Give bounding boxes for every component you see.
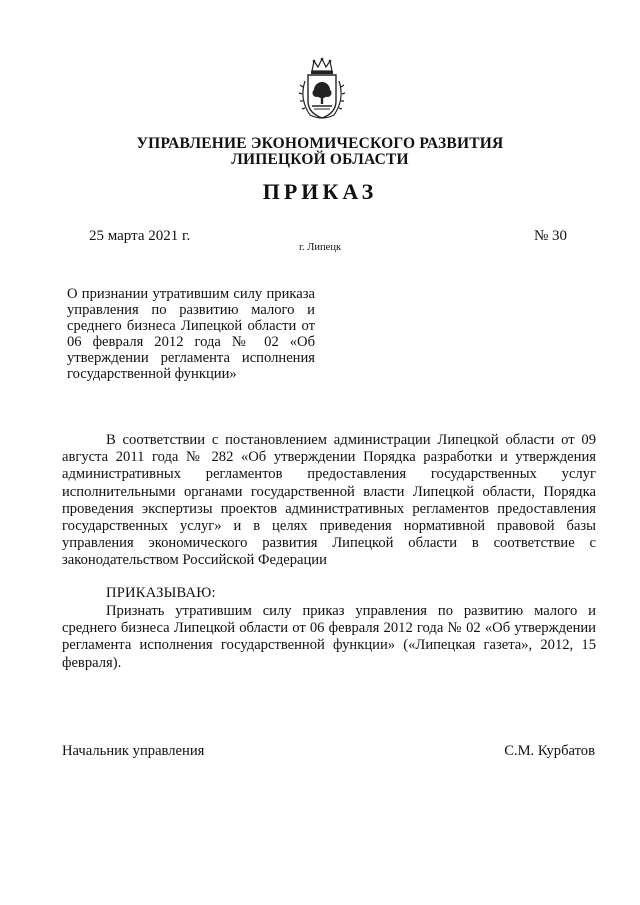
signer-name: С.М. Курбатов	[504, 743, 595, 759]
coat-of-arms-icon	[298, 57, 346, 123]
document-subject: О признании утратившим силу приказа управления по развитию малого и среднего бизнеса Липецкой области от 06 февраля 2012 года № 02 «Об утверждении регламента исполнения государственной функции»	[67, 286, 315, 383]
preamble-paragraph: В соответствии с постановлением администрации Липецкой области от 09 августа 2011 года № 282 «Об утверждении Порядка разработки и утверждения административных регламентов предоставления государственных услуг исполнительными органами государственной власти Липецкой области, Порядка проведения экспертизы проектов административных регламентов предоставления государственных услуг» и в целях приведения нормативной правовой базы управления экономического развития Липецкой области в соответствие с законодательством Российской Федерации	[62, 432, 596, 569]
order-keyword: ПРИКАЗЫВАЮ:	[106, 585, 216, 601]
document-number: № 30	[533, 228, 567, 244]
organization-name-line1: УПРАВЛЕНИЕ ЭКОНОМИЧЕСКОГО РАЗВИТИЯ	[136, 135, 504, 152]
organization-name-line2: ЛИПЕЦКОЙ ОБЛАСТИ	[231, 151, 409, 168]
document-type-title: ПРИКАЗ	[262, 179, 378, 204]
order-paragraph: Признать утратившим силу приказ управления по развитию малого и среднего бизнеса Липецкой области от 06 февраля 2012 года № 02 «Об утверждении регламента исполнения государственной функции» («Липецкая газета», 2012, 15 февраля).	[62, 603, 596, 671]
document-city: г. Липецк	[298, 242, 342, 253]
signer-position: Начальник управления	[62, 743, 205, 759]
document-date: 25 марта 2021 г.	[89, 228, 191, 244]
